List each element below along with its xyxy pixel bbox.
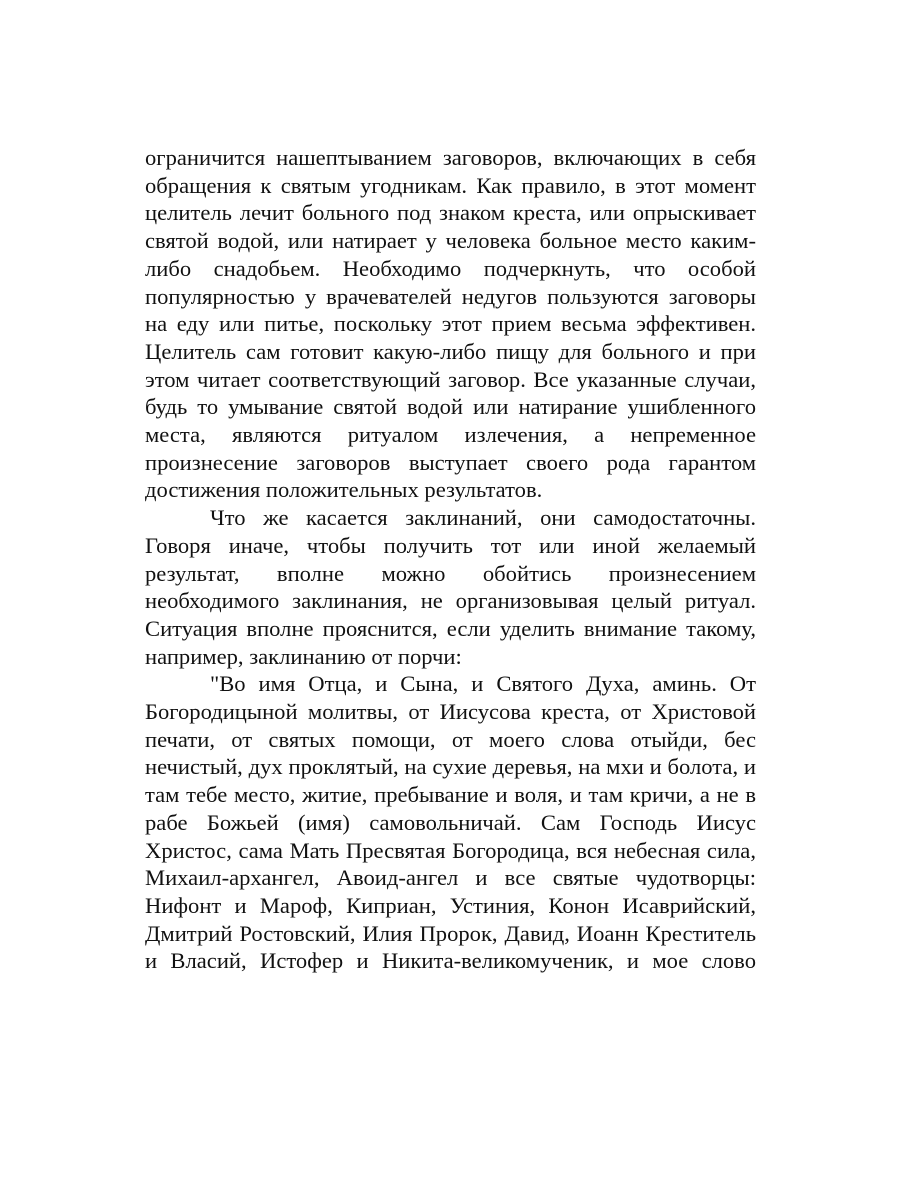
- document-page: [145, 144, 756, 975]
- paragraph-1: ограничится нашептыванием заговоров, включающих в себя обращения к святым угодникам. Как правило, в этот момент целитель лечит больного под знаком креста, или опрыскивает святой водой, или натирает у человека больное место каким-либо снадобьем. Необходимо подчеркнуть, что особой популярностью у врачевателей недугов пользуются заговоры на еду или питье, поскольку этот прием весьма эффективен. Целитель сам готовит какую-либо пищу для больного и при этом читает соответствующий заговор. Все указанные случаи, будь то умывание святой водой или натирание ушибленного места, являются ритуалом излечения, а непременное произнесение заговоров выступает своего рода гарантом достижения положительных результатов.: [145, 145, 756, 503]
- paragraph-2: Что же касается заклинаний, они самодостаточны. Говоря иначе, чтобы получить тот или иной желаемый результат, вполне можно обойтись произнесением необходимого заклинания, не организовывая целый ритуал. Ситуация вполне прояснится, если уделить внимание такому, например, заклинанию от порчи:: [145, 505, 756, 669]
- paragraph-3: "Во имя Отца, и Сына, и Святого Духа, аминь. От Богородицыной молитвы, от Иисусова креста, от Христовой печати, от святых помощи, от моего слова отыйди, бес нечистый, дух проклятый, на сухие деревья, на мхи и болота, и там тебе место, житие, пребывание и воля, и там кричи, а не в рабе Божьей (имя) самовольничай. Сам Господь Иисус Христос, сама Мать Пресвятая Богородица, вся небесная сила, Михаил-архангел, Авоид-ангел и все святые чудотворцы: Нифонт и Мароф, Киприан, Устиния, Конон Исаврийский, Дмитрий Ростовский, Илия Пророк, Давид, Иоанн Креститель и Власий, Истофер и Никита-великомученик, и мое слово: [145, 671, 756, 974]
